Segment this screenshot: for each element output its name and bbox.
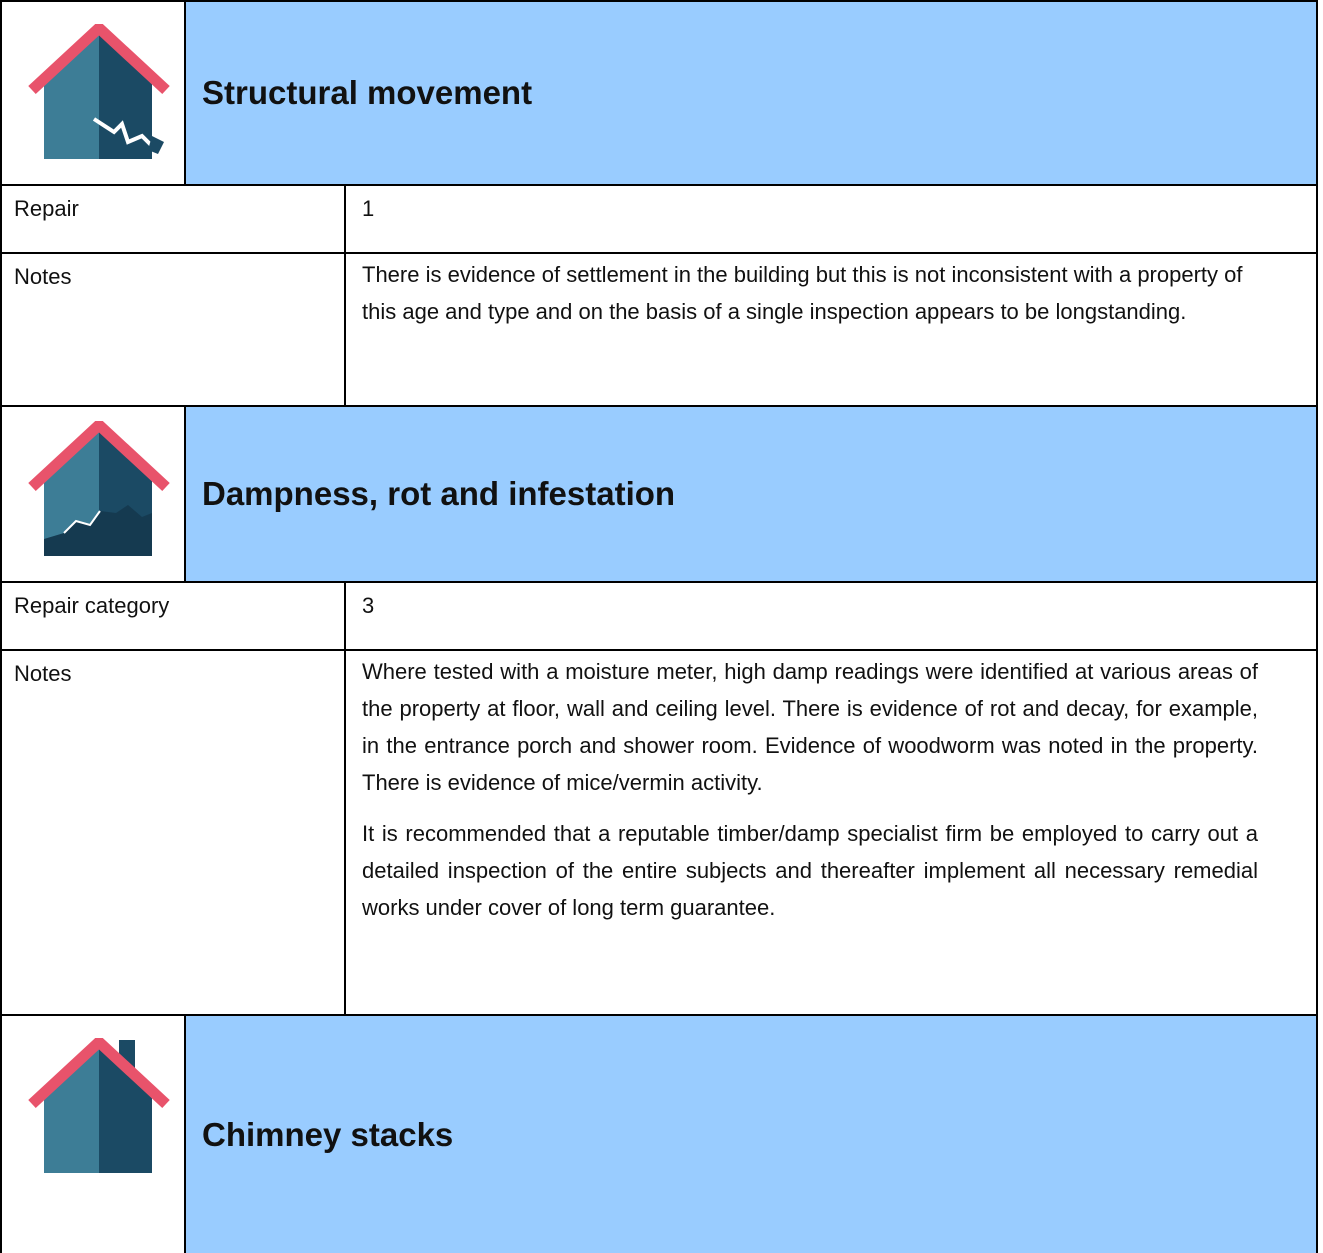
- table-row: [0, 254, 1318, 407]
- section-title-cell: [186, 0, 1318, 186]
- row-label: Repair category: [0, 583, 346, 651]
- row-value-text: 1: [362, 196, 375, 221]
- section-header-chimney-stacks: [0, 1014, 1318, 1253]
- row-value: [346, 254, 1318, 407]
- house-crack-icon: [24, 24, 174, 174]
- row-value: [346, 651, 1318, 1016]
- icon-cell: [0, 0, 186, 186]
- row-value: [346, 186, 1318, 254]
- section-title: Chimney stacks: [202, 1115, 454, 1153]
- row-label: Repair: [0, 186, 346, 254]
- section-title-cell: [186, 1014, 1318, 1253]
- section-title-cell: [186, 405, 1318, 583]
- section-header-dampness: [0, 405, 1318, 583]
- section-header-structural-movement: [0, 0, 1318, 186]
- row-value-paragraph: It is recommended that a reputable timber/damp specialist firm be employed to carry out a detailed inspection of the entire subjects and thereafter implement all necessary remedial works under cover of long term guarantee.: [362, 821, 1258, 920]
- row-value-text: 3: [362, 593, 375, 618]
- row-value-paragraph: Where tested with a moisture meter, high damp readings were identified at various areas of the property at floor, wall and ceiling level. There is evidence of rot and decay, for example, in the entrance porch and shower room. Evidence of woodworm was noted in the property. There is evidence of mice/vermin activity.: [362, 659, 1258, 795]
- table-row: [0, 651, 1318, 1016]
- section-title: Structural movement: [202, 74, 533, 111]
- row-label: Notes: [0, 254, 346, 407]
- row-value-text: There is evidence of settlement in the building but this is not inconsistent with a property of this age and type and on the basis of a single inspection appears to be longstanding.: [362, 262, 1243, 324]
- icon-cell: [0, 1014, 186, 1253]
- table-row: [0, 583, 1318, 651]
- row-value: [346, 583, 1318, 651]
- row-label: Notes: [0, 651, 346, 1016]
- house-damp-icon: [24, 421, 174, 571]
- icon-cell: [0, 405, 186, 583]
- house-chimney-icon: [24, 1038, 174, 1188]
- table-row: [0, 186, 1318, 254]
- section-title: Dampness, rot and infestation: [202, 475, 676, 512]
